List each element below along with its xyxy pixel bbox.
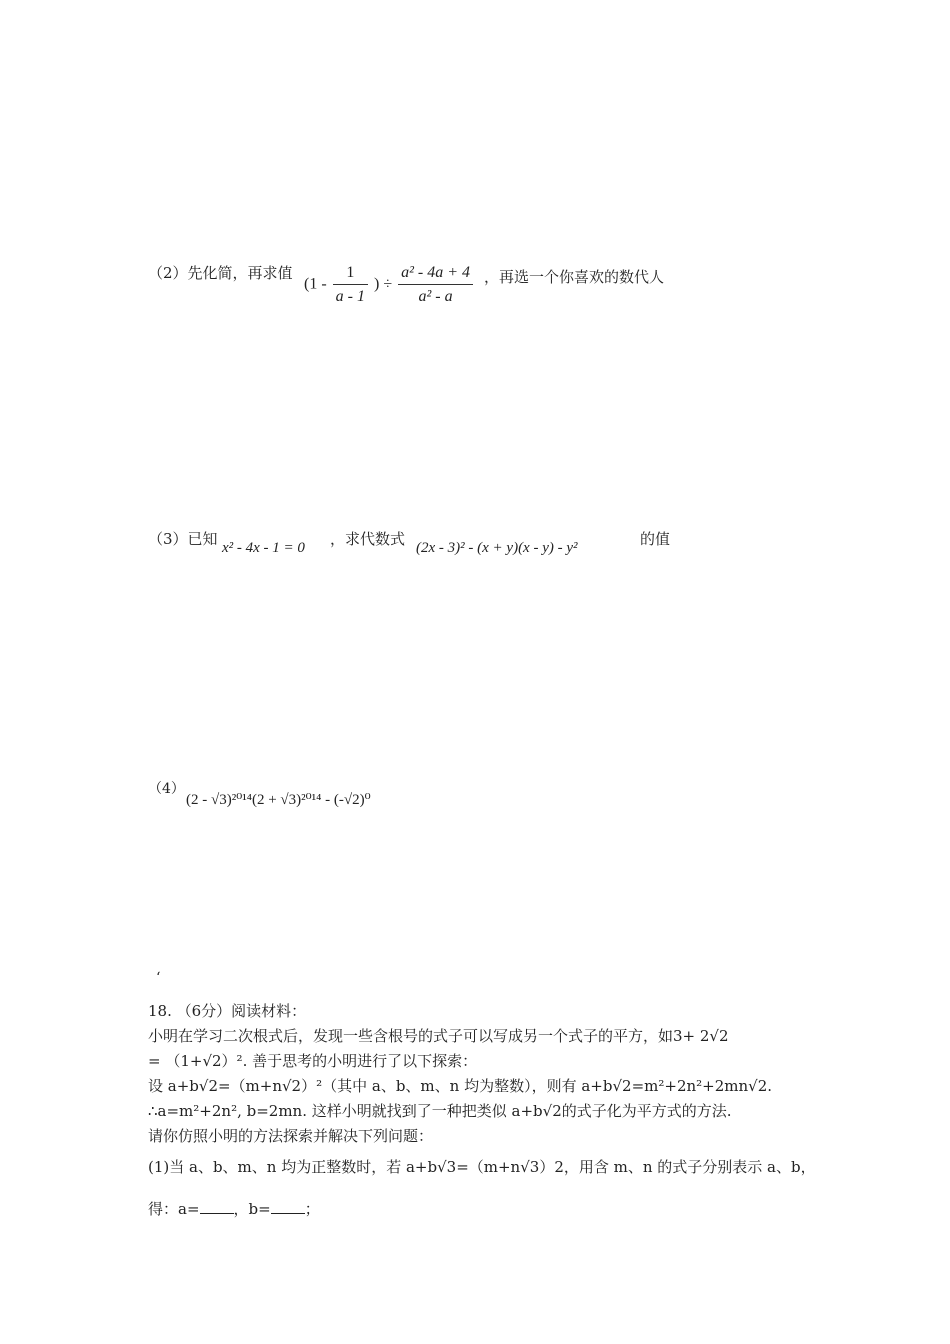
q18-line-6: (1)当 a、b、m、n 均为正整数时，若 a+b√3=（m+n√3）2，用含 m、n 的式子分别表示 a、b， — [148, 1158, 816, 1176]
problem-3-mid: ，求代数式 — [330, 530, 406, 548]
q18-line-5: 请你仿照小明的方法探索并解决下列问题： — [148, 1127, 434, 1145]
problem-3-suffix: 的值 — [640, 530, 671, 548]
answer-suffix: ； — [304, 1200, 320, 1218]
problem-4-label: （4） — [148, 781, 185, 797]
expr-open: (1 - — [304, 275, 327, 293]
problem-2-suffix-text: ，再选一个你喜欢的数代人 — [484, 268, 665, 286]
fraction-1 — [333, 264, 368, 306]
q18-line-1: 小明在学习二次根式后，发现一些含根号的式子可以写成另一个式子的平方，如3+ 2√2 — [148, 1027, 729, 1045]
problem-2-suffix — [484, 266, 664, 287]
answer-b-blank[interactable] — [271, 1201, 305, 1214]
problem-3-label: （3）已知 — [148, 530, 218, 548]
problem-3 — [148, 528, 218, 549]
problem-2-label: （2）先化简，再求值 — [148, 264, 293, 282]
expr-close: ) ÷ — [373, 275, 393, 293]
problem-3-condition: x² - 4x - 1 = 0 — [222, 540, 305, 556]
answer-a-blank[interactable] — [200, 1201, 234, 1214]
q18-line-3: 设 a+b√2=（m+n√2）²（其中 a、b、m、n 均为整数），则有 a+b√2=m²+2n²+2mn√2. — [148, 1077, 773, 1095]
problem-2 — [148, 262, 293, 283]
answer-a-prefix: 得：a= — [148, 1200, 200, 1218]
stray-mark: ‘ — [156, 970, 161, 986]
fraction-1-denominator: a - 1 — [335, 288, 365, 305]
fraction-2-numerator: a² - 4a + 4 — [398, 264, 473, 285]
fraction-2 — [398, 264, 473, 306]
q18-line-4: ∴a=m²+2n², b=2mn. 这样小明就找到了一种把类似 a+b√2的式子化为平方式的方法. — [148, 1102, 732, 1120]
q18-line-2: = （1+√2）². 善于思考的小明进行了以下探索： — [148, 1052, 478, 1070]
problem-2-expression — [304, 264, 475, 306]
problem-3-expression: (2x - 3)² - (x + y)(x - y) - y² — [416, 540, 578, 556]
problem-4-expression: (2 - √3)²⁰¹⁴(2 + √3)²⁰¹⁴ - (-√2)⁰ — [186, 792, 371, 808]
answer-b-prefix: ，b= — [233, 1200, 271, 1218]
fraction-2-denominator: a² - a — [418, 288, 453, 305]
fraction-1-numerator: 1 — [333, 264, 368, 285]
q18-title: 18. （6分）阅读材料： — [148, 1002, 307, 1020]
q18-answer-line — [148, 1198, 320, 1219]
